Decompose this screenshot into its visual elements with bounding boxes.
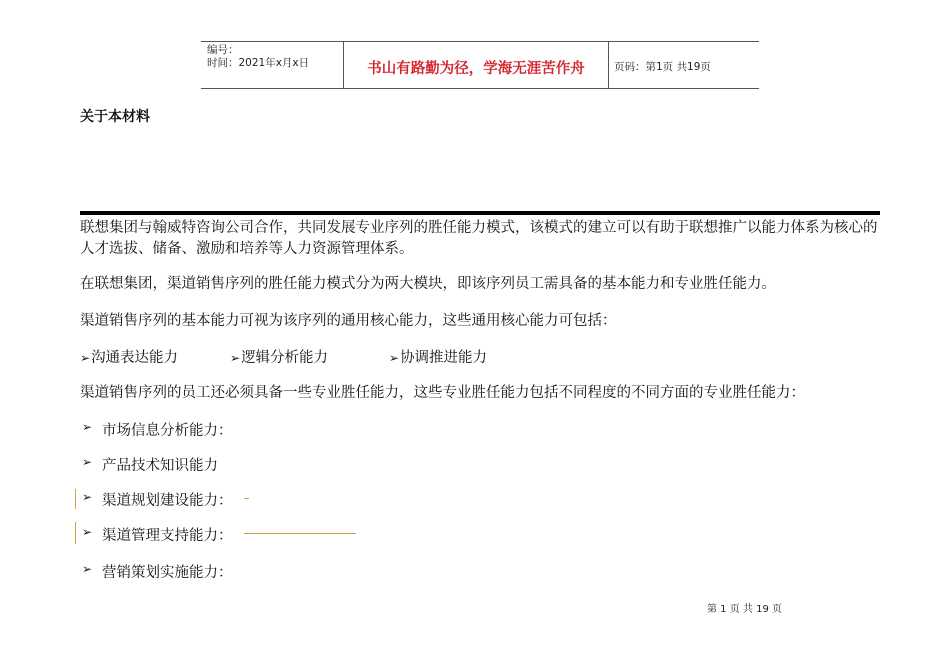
- number-label: 编号：: [207, 44, 239, 56]
- annotation-dash: [244, 498, 249, 499]
- professional-paragraph: 渠道销售序列的员工还必须具备一些专业胜任能力，这些专业胜任能力包括不同程度的不同方面的专业胜任能力：: [80, 385, 805, 401]
- section-title: 关于本材料: [80, 109, 150, 125]
- bullet-arrow-icon: ➢: [82, 420, 93, 434]
- modules-paragraph: 在联想集团，渠道销售序列的胜任能力模式分为两大模块，即该序列员工需具备的基本能力和专业胜任能力。: [80, 276, 776, 292]
- change-bar-mark: [75, 522, 76, 544]
- section-divider: [80, 211, 880, 215]
- bullet-arrow-icon: ➢: [82, 562, 93, 576]
- bullet-arrow-icon: ➢: [82, 525, 93, 539]
- header-meta-cell: [201, 42, 343, 88]
- core-paragraph: 渠道销售序列的基本能力可视为该序列的通用核心能力，这些通用核心能力可包括：: [80, 313, 617, 329]
- intro-paragraph: 联想集团与翰威特咨询公司合作，共同发展专业序列的胜任能力模式，该模式的建立可以有助于联想推广以能力体系为核心的人才选拔、储备、激励和培养等人力资源管理体系。: [80, 220, 878, 257]
- time-label: 时间：2021年x月x日: [207, 57, 310, 69]
- page-footer: 第 1 页 共 19 页: [707, 604, 782, 615]
- motto-text: 书山有路勤为径，学海无涯苦作舟: [367, 61, 585, 77]
- bullet-arrow-icon: ➢: [389, 351, 400, 365]
- bullet-arrow-icon: ➢: [80, 351, 91, 365]
- bullet-arrow-icon: ➢: [82, 455, 93, 469]
- core-ability-label: 协调推进能力: [400, 350, 488, 366]
- bullet-arrow-icon: ➢: [230, 351, 241, 365]
- list-item-label: 渠道规划建设能力：: [102, 493, 233, 509]
- list-item-label: 市场信息分析能力：: [102, 423, 233, 439]
- fill-in-underline: [244, 533, 356, 534]
- list-item-label: 产品技术知识能力: [102, 458, 218, 474]
- list-item-label: 营销策划实施能力：: [102, 565, 233, 581]
- header-motto-cell: [343, 42, 609, 88]
- core-ability-label: 沟通表达能力: [91, 350, 179, 366]
- core-ability-item: [389, 346, 487, 367]
- change-bar-mark: [75, 489, 76, 509]
- list-item-label: 渠道管理支持能力：: [102, 528, 233, 544]
- page-info: 页码：第1页 共19页: [614, 61, 711, 73]
- core-ability-item: [80, 346, 178, 367]
- core-ability-item: [230, 346, 328, 367]
- page-header: [201, 41, 759, 89]
- core-ability-label: 逻辑分析能力: [241, 350, 329, 366]
- header-page-cell: [608, 42, 759, 88]
- bullet-arrow-icon: ➢: [82, 490, 93, 504]
